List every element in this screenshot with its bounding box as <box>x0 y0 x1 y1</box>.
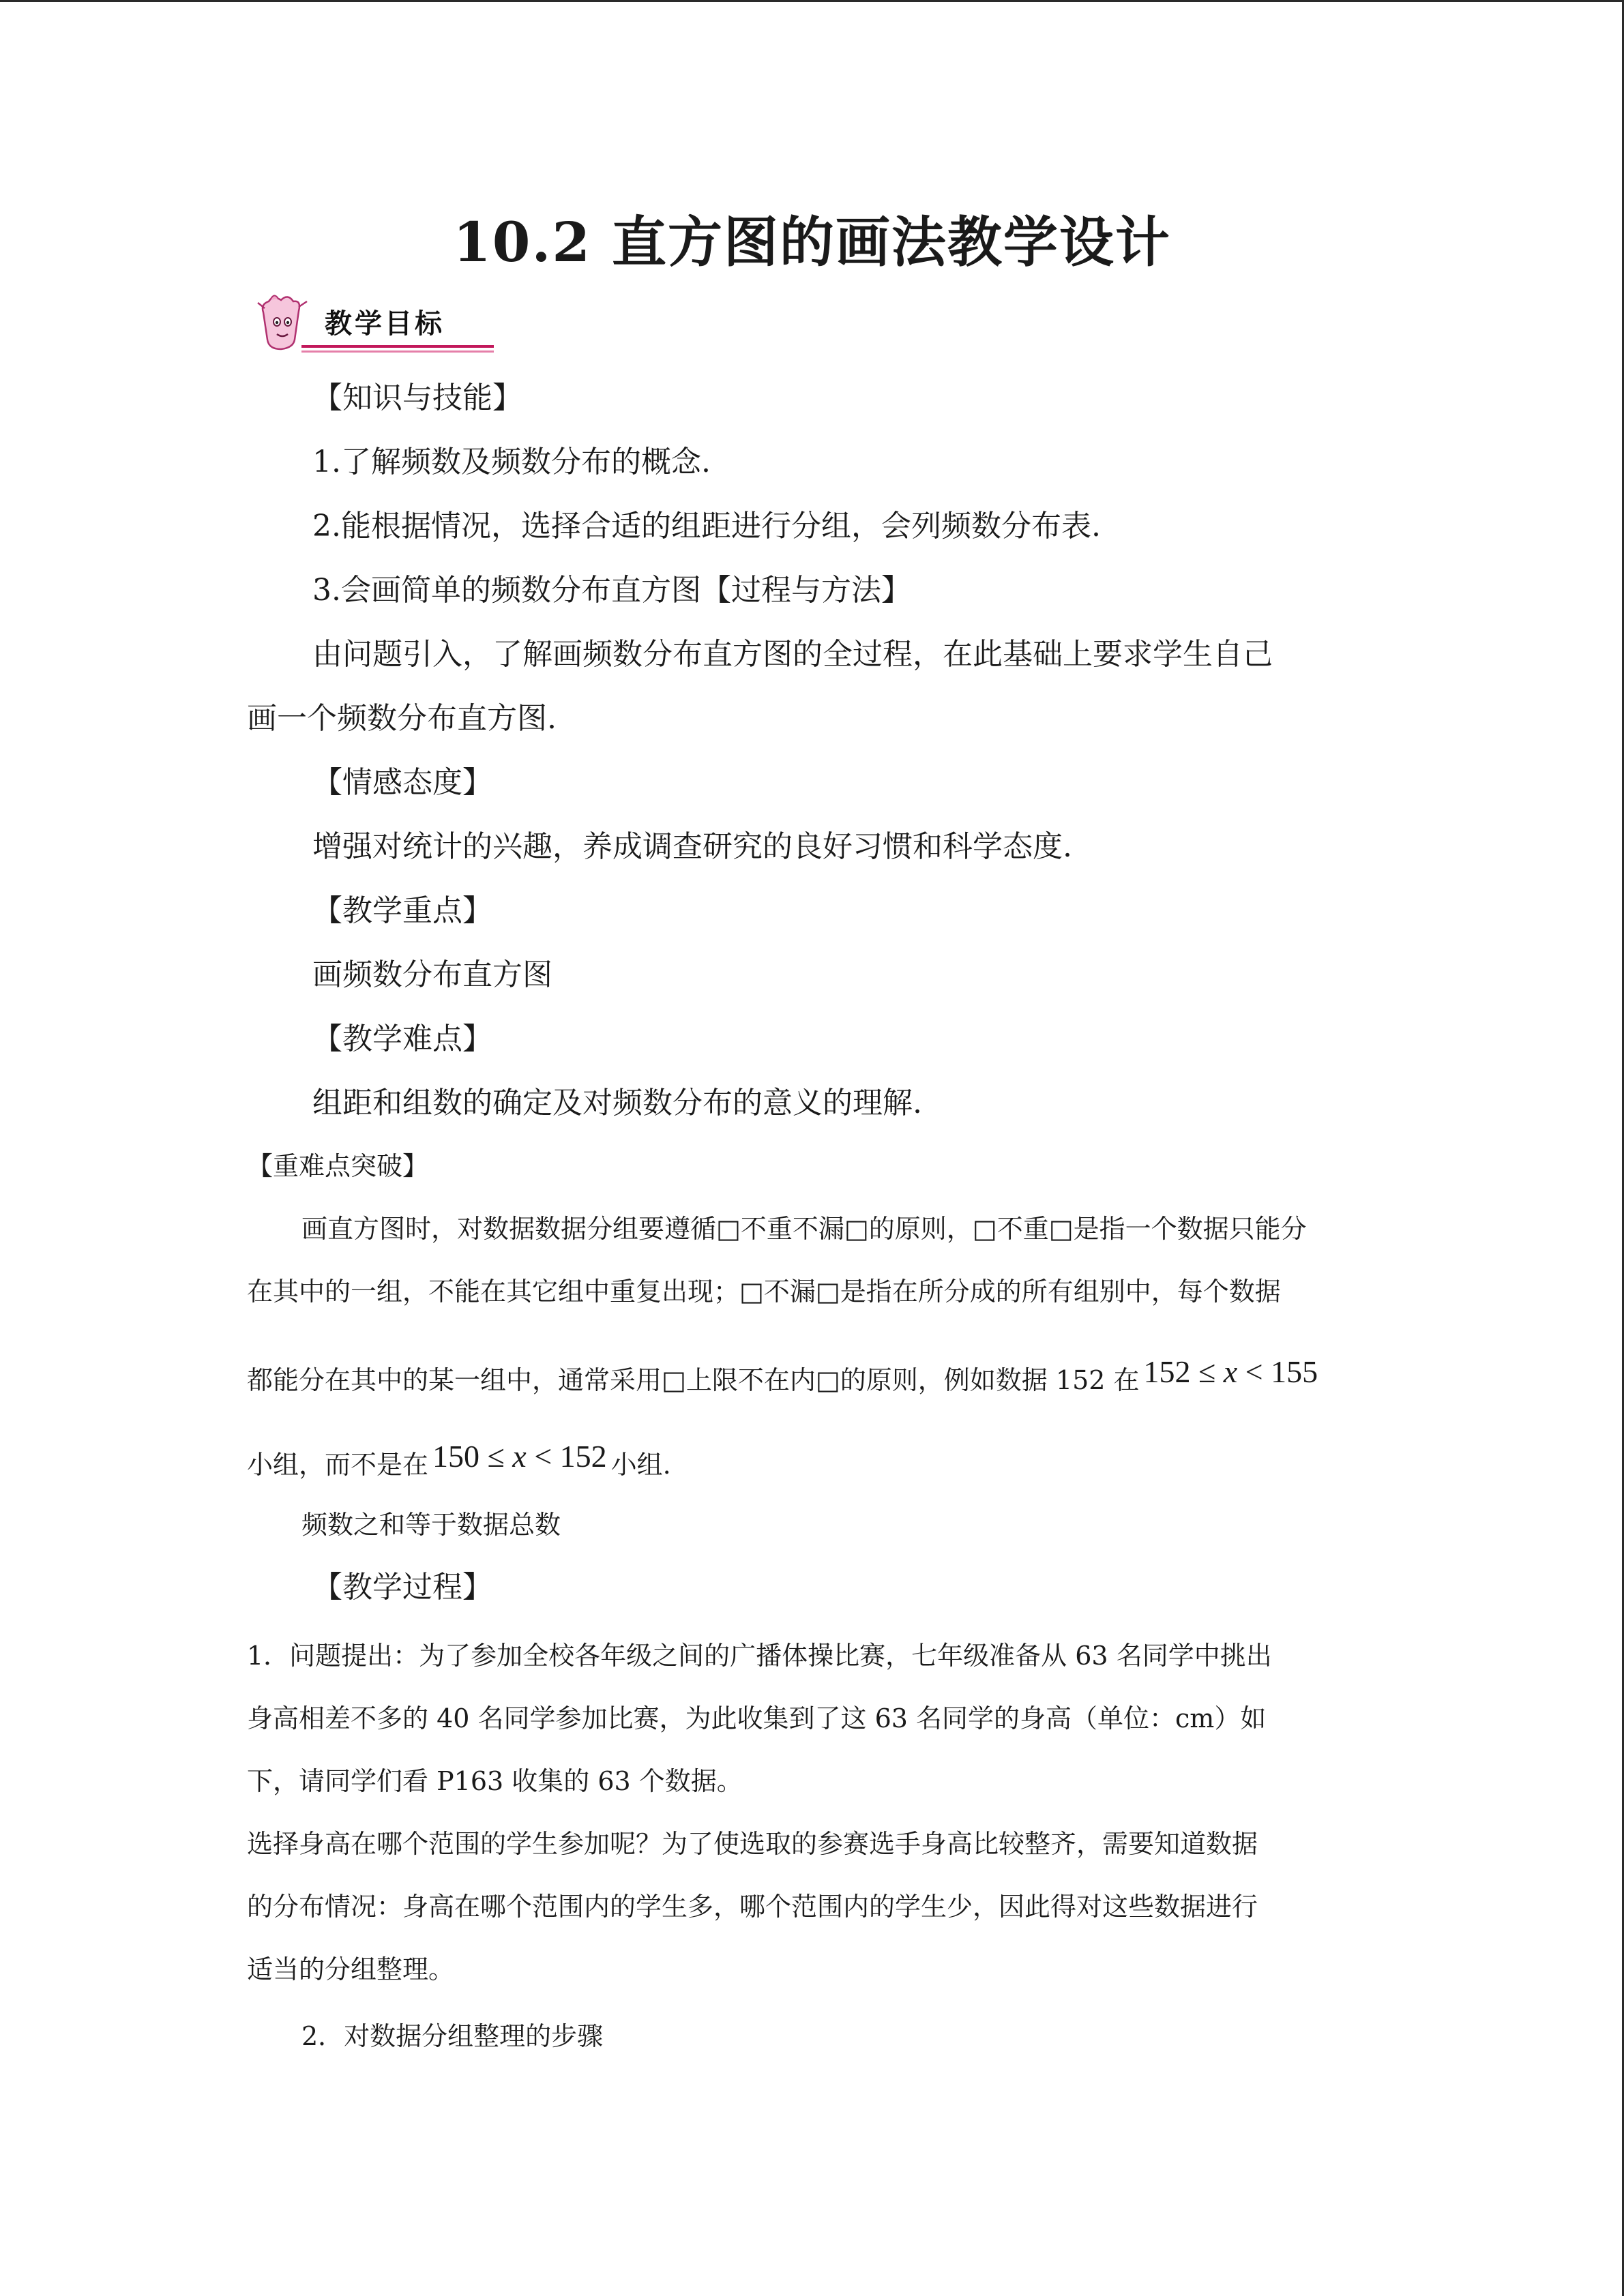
heading-emotion-attitude: 【情感态度】 <box>312 765 492 800</box>
process-method-line-2: 画一个频数分布直方图. <box>247 701 557 736</box>
process-method-line-1: 由问题引入，了解画频数分布直方图的全过程，在此基础上要求学生自己 <box>312 637 1273 672</box>
page-border-top <box>0 0 1624 2</box>
heading-breakthrough: 【重难点突破】 <box>247 1151 429 1181</box>
banner-label: 教学目标 <box>325 308 445 340</box>
section-banner <box>254 292 499 360</box>
breakthrough-line-4-prefix: 小组，而不是在 <box>247 1450 429 1480</box>
inequality-152-155: 152 ≤ x < 155 <box>1143 1354 1318 1389</box>
process-paragraph-2-line-3: 适当的分组整理。 <box>247 1954 455 1984</box>
heading-knowledge-skills: 【知识与技能】 <box>312 381 522 415</box>
breakthrough-line-3 <box>247 1353 1322 1399</box>
objective-item-2: 2.能根据情况，选择合适的组距进行分组，会列频数分布表. <box>312 509 1101 543</box>
objective-item-1: 1.了解频数及频数分布的概念. <box>312 445 711 479</box>
process-paragraph-2-line-2: 的分布情况：身高在哪个范围内的学生多，哪个范围内的学生少，因此得对这些数据进行 <box>247 1892 1258 1922</box>
emotion-attitude-text: 增强对统计的兴趣，养成调查研究的良好习惯和科学态度. <box>312 829 1072 864</box>
teaching-difficulty-text: 组距和组数的确定及对频数分布的意义的理解. <box>312 1086 922 1120</box>
breakthrough-line-1: 画直方图时，对数据数据分组要遵循□不重不漏□的原则，□不重□是指一个数据只能分 <box>301 1214 1307 1244</box>
document-title: 10.2 直方图的画法教学设计 <box>453 210 1171 274</box>
process-paragraph-2-line-1: 选择身高在哪个范围的学生参加呢？为了使选取的参赛选手身高比较整齐，需要知道数据 <box>247 1829 1258 1859</box>
heading-teaching-difficulty: 【教学难点】 <box>312 1022 492 1056</box>
heading-teaching-focus: 【教学重点】 <box>312 893 492 928</box>
objective-item-3: 3.会画简单的频数分布直方图【过程与方法】 <box>312 573 911 608</box>
inequality-150-152: 150 ≤ x < 152 <box>432 1439 607 1474</box>
breakthrough-line-2: 在其中的一组，不能在其它组中重复出现；□不漏□是指在所分成的所有组别中，每个数据 <box>247 1277 1281 1307</box>
heading-teaching-process: 【教学过程】 <box>312 1570 492 1605</box>
process-paragraph-3: 2．对数据分组整理的步骤 <box>301 2021 604 2051</box>
process-paragraph-1-line-3: 下，请同学们看 P163 收集的 63 个数据。 <box>247 1766 743 1796</box>
process-paragraph-1-line-2: 身高相差不多的 40 名同学参加比赛，为此收集到了这 63 名同学的身高（单位：cm）如 <box>247 1703 1267 1733</box>
teaching-focus-text: 画频数分布直方图 <box>312 957 552 992</box>
breakthrough-line-4 <box>247 1437 671 1484</box>
process-paragraph-1-line-1: 1．问题提出：为了参加全校各年级之间的广播体操比赛，七年级准备从 63 名同学中挑出 <box>247 1641 1272 1671</box>
breakthrough-line-5: 频数之和等于数据总数 <box>301 1510 561 1540</box>
breakthrough-line-4-suffix: 小组. <box>610 1450 671 1480</box>
breakthrough-line-3-text: 都能分在其中的某一组中，通常采用□上限不在内□的原则，例如数据 152 在 <box>247 1365 1140 1395</box>
